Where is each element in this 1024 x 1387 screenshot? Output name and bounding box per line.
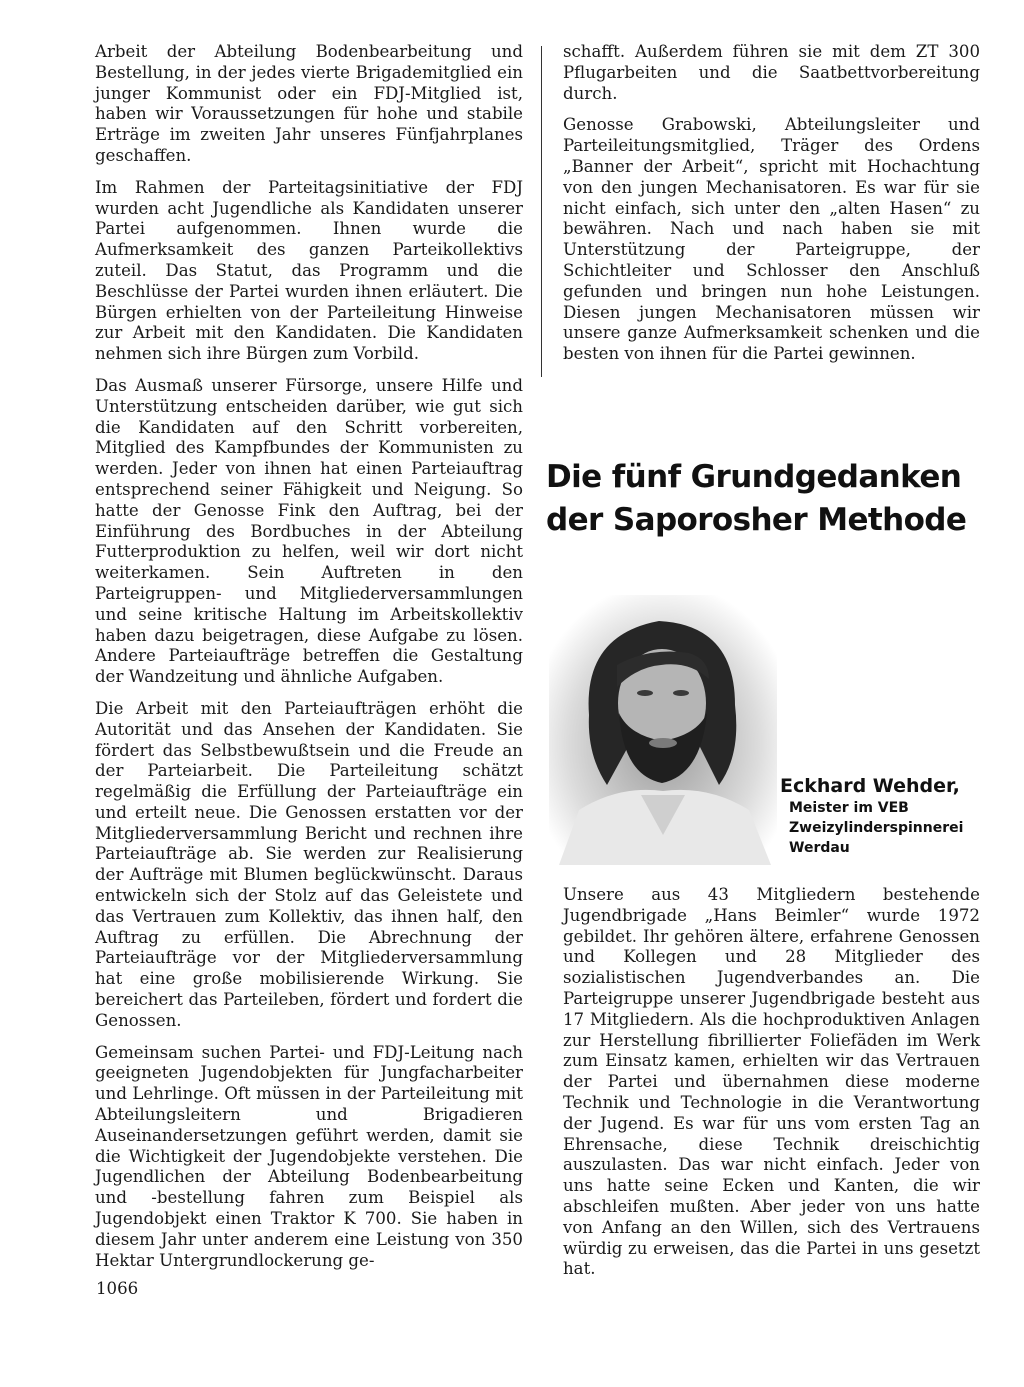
paragraph: Arbeit der Abteilung Bodenbearbeitung und Bestellung, in der jedes vierte Brigademitglied ein junger Kommunist oder ein FDJ-Mitglied ist, haben wir Voraussetzungen für hohe und stabile Erträge im zweiten Jahr unseres Fünfjahrplanes geschaffen. [95, 42, 523, 165]
portrait-image [549, 595, 777, 865]
page-number: 1066 [96, 1279, 139, 1298]
right-column-top [563, 42, 980, 376]
article-headline [546, 456, 986, 542]
headline-line-1: Die fünf Grundgedanken [546, 459, 962, 495]
caption-role: Zweizylinderspinnerei [789, 820, 964, 836]
paragraph: schafft. Außerdem führen sie mit dem ZT 300 Pflugarbeiten und die Saatbettvorbereitung durch. [563, 42, 980, 103]
caption-role: Werdau [789, 840, 850, 856]
caption-role: Meister im VEB [789, 800, 909, 816]
column-divider [541, 46, 542, 377]
paragraph: Im Rahmen der Parteitagsinitiative der FDJ wurden acht Jugendliche als Kandidaten unserer Partei aufgenommen. Ihnen wurde die Aufmerksamkeit des ganzen Parteikollektivs zuteil. Das Statut, das Programm und die Beschlüsse der Partei wurden ihnen erläutert. Die Bürgen erhielten von der Parteileitung Hinweise zur Arbeit mit den Kandidaten. Die Kandidaten nehmen sich ihre Bürgen zum Vorbild. [95, 177, 523, 364]
paragraph: Die Arbeit mit den Parteiaufträgen erhöht die Autorität und das Ansehen der Kandidaten. Sie fördert das Selbstbewußtsein und die Freude an der Parteiarbeit. Die Parteileitung schätzt regelmäßig die Erfüllung der Parteiaufträge ein und erteilt neue. Die Genossen erstatten vor der Mitgliederversammlung Bericht und rechnen ihre Parteiaufträge ab. Sie werden zur Realisierung der Aufträge mit Blumen beglückwünscht. Daraus entwickeln sich der Stolz auf das Geleistete und das Vertrauen zum Kollektiv, das ihnen half, den Auftrag zu erfüllen. Die Abrechnung der Parteiaufträge vor der Mitgliederversammlung hat eine große mobilisierende Wirkung. Sie bereichert das Parteileben, fördert und fordert die Genossen. [95, 698, 523, 1030]
headline-line-2: der Saporosher Methode [546, 502, 967, 538]
photo-caption [780, 774, 985, 858]
paragraph: Unsere aus 43 Mitgliedern bestehende Jugendbrigade „Hans Beimler“ wurde 1972 gebildet. Ihr gehören ältere, erfahrene Genossen und Kollegen und 28 Mitglieder des sozialistischen Jugendverbandes an. Die Parteigruppe unserer Jugendbrigade besteht aus 17 Mitgliedern. Als die hochproduktiven Anlagen zur Herstellung fibrillierter Foliefäden im Werk zum Einsatz kamen, erhielten wir das Vertrauen der Partei und übernahmen diese moderne Technik und Technologie in die Verantwortung der Jugend. Es war für uns vom ersten Tag an Ehrensache, diese Technik dreischichtig auszulasten. Das war nicht einfach. Jeder von uns hatte seine Ecken und Kanten, die wir abschleifen mußten. Aber jeder von uns hatte von Anfang an den Willen, sich des Vertrauens würdig zu erweisen, das die Partei in uns gesetzt hat. [563, 885, 980, 1279]
paragraph: Das Ausmaß unserer Fürsorge, unsere Hilfe und Unterstützung entscheiden darüber, wie gut sich die Kandidaten auf den Schritt vorbereiten, Mitglied des Kampfbundes der Kommunisten zu werden. Jeder von ihnen hat einen Parteiauftrag entsprechend seiner Fähigkeit und Neigung. So hatte der Genosse Fink den Auftrag, bei der Einführung des Bordbuches in der Abteilung Futterproduktion zu helfen, weil wir dort nicht weiterkamen. Sein Auftreten in den Parteigruppen- und Mitgliederversammlungen und seine kritische Haltung im Arbeitskollektiv haben dazu beigetragen, diese Aufgabe zu lösen. Andere Parteiaufträge betreffen die Gestaltung der Wandzeitung und ähnliche Aufgaben. [95, 375, 523, 687]
caption-name: Eckhard Wehder, [780, 775, 960, 797]
paragraph: Genosse Grabowski, Abteilungsleiter und Parteileitungsmitglied, Träger des Ordens „Banner der Arbeit“, spricht mit Hochachtung von den jungen Mechanisatoren. Es war für sie nicht einfach, sich unter den „alten Hasen“ zu bewähren. Nach und nach haben sie mit Unterstützung der Parteigruppe, der Schichtleiter und Schlosser den Anschluß gefunden und bringen nun hohe Leistungen. Diesen jungen Mechanisatoren müssen wir unsere ganze Aufmerksamkeit schenken und die besten von ihnen für die Partei gewinnen. [563, 115, 980, 364]
paragraph: Gemeinsam suchen Partei- und FDJ-Leitung nach geeigneten Jugendobjekten für Jungfacharbeiter und Lehrlinge. Oft müssen in der Parteileitung mit Abteilungsleitern und Brigadieren Auseinandersetzungen geführt werden, damit sie die Wichtigkeit der Jugendobjekte verstehen. Die Jugendlichen der Abteilung Bodenbearbeitung und -bestellung fahren zum Beispiel als Jugendobjekt einen Traktor K 700. Sie haben in diesem Jahr unter anderem eine Leistung von 350 Hektar Untergrundlockerung ge- [95, 1042, 523, 1270]
left-column [95, 42, 523, 1282]
portrait-photo [549, 595, 777, 865]
right-column-bottom [563, 885, 980, 1291]
